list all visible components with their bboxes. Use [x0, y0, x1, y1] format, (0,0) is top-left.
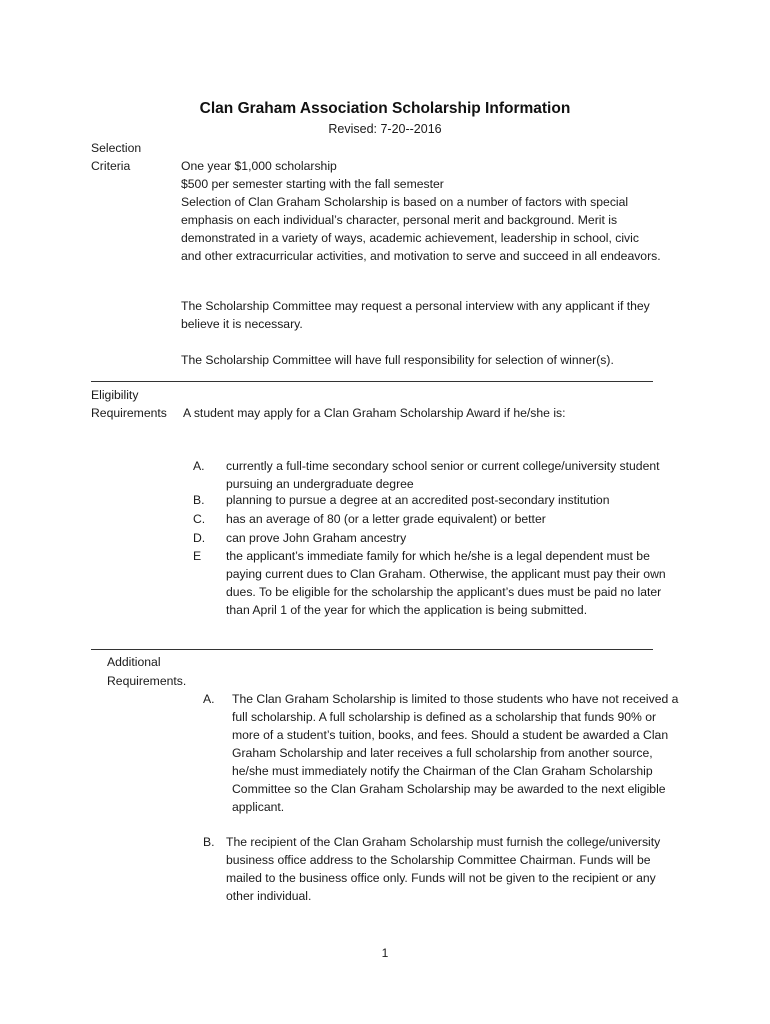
section-divider [91, 381, 653, 382]
page-title: Clan Graham Association Scholarship Information [199, 100, 571, 117]
eligibility-label-line1: Eligibility [91, 388, 139, 402]
eligibility-item-letter: B. [193, 493, 205, 507]
revised-date: Revised: 7-20--2016 [328, 122, 442, 136]
selection-amount: One year $1,000 scholarship [181, 159, 337, 173]
selection-per-semester: $500 per semester starting with the fall semester [181, 177, 444, 191]
selection-responsibility: The Scholarship Committee will have full responsibility for selection of winner(s). [181, 353, 614, 367]
additional-item-text: The recipient of the Clan Graham Scholarship must furnish the college/university business office address to the Scholarship Committee Chairman. Funds will be mailed to the business office only. Funds will not be given to the recipient or any other individual. [226, 835, 661, 903]
additional-item-text: The Clan Graham Scholarship is limited to those students who have not received a full scholarship. A full scholarship is defined as a scholarship that funds 90% or more of a student’s tuition, books, and fees. Should a student be awarded a Clan Graham Scholarship and later receives a full scholarship from another source, he/she must immediately notify the Chairman of the Clan Graham Scholarship Committee so the Clan Graham Scholarship may be awarded to the next eligible applicant. [232, 692, 679, 814]
eligibility-item-letter: D. [193, 531, 206, 545]
eligibility-label-line2: Requirements [91, 406, 167, 420]
eligibility-item-letter: A. [193, 459, 205, 473]
eligibility-item-text: can prove John Graham ancestry [226, 531, 407, 545]
eligibility-item-text: has an average of 80 (or a letter grade equivalent) or better [226, 512, 546, 526]
eligibility-item-letter: E [193, 549, 202, 563]
additional-label-line2: Requirements. [107, 674, 187, 688]
selection-label-line2: Criteria [91, 159, 131, 173]
selection-description: Selection of Clan Graham Scholarship is based on a number of factors with special emphasis on each individual’s character, personal merit and background. Merit is demonstrated in a variety of ways, academic achievement, leadership in school, civic and other extracurricular activities, and motivation to serve and succeed in all endeavors. [181, 195, 661, 263]
eligibility-item-text: planning to pursue a degree at an accredited post-secondary institution [226, 493, 610, 507]
section-divider [91, 649, 653, 650]
eligibility-item-text: the applicant’s immediate family for which he/she is a legal dependent must be paying current dues to Clan Graham. Otherwise, the applicant must pay their own dues. To be eligible for the scholarship the applicant’s dues must be paid no later than April 1 of the year for which the application is being submitted. [226, 549, 666, 617]
eligibility-item-letter: C. [193, 512, 206, 526]
selection-label-line1: Selection [91, 141, 142, 155]
selection-interview: The Scholarship Committee may request a personal interview with any applicant if they believe it is necessary. [181, 299, 650, 331]
additional-label-line1: Additional [107, 655, 161, 669]
additional-item-letter: A. [203, 692, 215, 706]
eligibility-intro: A student may apply for a Clan Graham Scholarship Award if he/she is: [183, 406, 566, 420]
page-number: 1 [381, 946, 389, 960]
additional-item-letter: B. [203, 835, 215, 849]
eligibility-item-text: currently a full-time secondary school senior or current college/university student pursuing an undergraduate degree [226, 459, 660, 491]
